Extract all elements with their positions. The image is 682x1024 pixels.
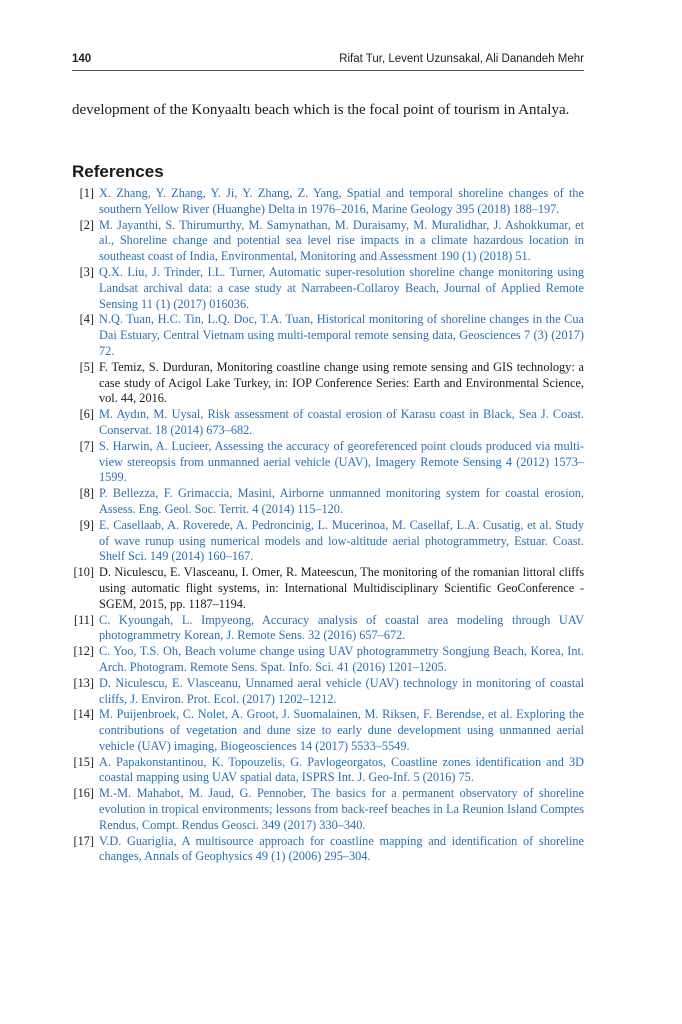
reference-link[interactable]: A. Papakonstantinou, K. Topouzelis, G. Pavlogeorgatos, Coastline zones identification and 3D coastal mapping using UAV spatial data, ISPRS Int. J. Geo-Inf. 5 (2016) 75.	[99, 754, 584, 785]
reference-item[interactable]	[72, 312, 584, 359]
reference-number: [17]	[73, 833, 94, 848]
reference-item[interactable]	[72, 707, 584, 754]
reference-number: [10]	[73, 565, 94, 580]
reference-link[interactable]: M. Aydın, M. Uysal, Risk assessment of coastal erosion of Karasu coast in Black, Sea J. Coast. Conservat. 18 (2014) 673–682.	[99, 407, 584, 437]
reference-number: [1]	[79, 186, 94, 200]
references-heading: References	[72, 162, 164, 181]
reference-item[interactable]	[72, 439, 584, 486]
reference-item[interactable]	[72, 265, 584, 312]
reference-text: F. Temiz, S. Durduran, Monitoring coastline change using remote sensing and GIS technology: a case study of Acigol Lake Turkey, in: IOP Conference Series: Earth and Environmental Science, vol. 44, 2016.	[99, 359, 584, 406]
reference-number: [13]	[73, 675, 94, 690]
reference-number: [16]	[73, 786, 94, 801]
reference-link[interactable]: D. Niculescu, E. Vlasceanu, Unnamed aeral vehicle (UAV) technology in monitoring of coastal cliffs, J. Environ. Prot. Ecol. (2017) 1202–1212.	[99, 675, 584, 706]
reference-number: [2]	[79, 217, 94, 232]
reference-item[interactable]	[72, 186, 584, 218]
reference-link[interactable]: S. Harwin, A. Lucieer, Assessing the accuracy of georeferenced point clouds produced via multi-view stereopsis from unmanned aerial vehicle (UAV), Imagery Remote Sensing 4 (2012) 1573–1599.	[99, 438, 584, 485]
reference-number: [6]	[79, 407, 94, 422]
running-header	[72, 52, 584, 71]
reference-link[interactable]: N.Q. Tuan, H.C. Tin, L.Q. Doc, T.A. Tuan, Historical monitoring of shoreline changes in the Cua Dai Estuary, Central Vietnam using multi-temporal remote sensing data, Geosciences 7 (3) (2017) 72.	[99, 312, 584, 358]
body-paragraph: development of the Konyaaltı beach which is the focal point of tourism in Antalya.	[72, 102, 570, 118]
reference-link[interactable]: C. Yoo, T.S. Oh, Beach volume change using UAV photogrammetry Songjung Beach, Korea, Int. Arch. Photogram. Remote Sens. Spat. Info. Sci. 41 (2016) 1201–1205.	[99, 644, 584, 674]
reference-number: [9]	[79, 517, 94, 532]
reference-item[interactable]	[72, 218, 584, 265]
reference-item[interactable]	[72, 407, 584, 439]
reference-item[interactable]	[72, 518, 584, 565]
reference-link[interactable]: V.D. Guariglia, A multisource approach for coastline mapping and identification of shoreline changes, Annals of Geophysics 49 (1) (2006) 295–304.	[99, 833, 584, 864]
reference-item[interactable]	[72, 486, 584, 518]
reference-link[interactable]: Q.X. Liu, J. Trinder, I.L. Turner, Automatic super-resolution shoreline change monitoring using Landsat archival data: a case study at Narrabeen-Collaroy Beach, Journal of Applied Remote Sensing 11 (1) (2017) 016036.	[99, 264, 584, 311]
reference-number: [8]	[79, 486, 94, 501]
reference-number: [3]	[79, 264, 94, 279]
reference-number: [14]	[73, 707, 94, 722]
reference-link[interactable]: P. Bellezza, F. Grimaccia, Masini, Airborne unmanned monitoring system for coastal erosion, Assess. Eng. Geol. Soc. Territ. 4 (2014) 115–120.	[99, 486, 584, 516]
reference-list	[72, 186, 584, 865]
reference-item[interactable]	[72, 676, 584, 708]
reference-text: D. Niculescu, E. Vlasceanu, I. Omer, R. Mateescun, The monitoring of the romanian littoral cliffs using automatic flight systems, in: International Multidisciplinary Scientific GeoConference - SGEM, 2015, pp. 1187–1194.	[99, 565, 584, 611]
reference-item[interactable]	[72, 613, 584, 645]
reference-link[interactable]: E. Casellaab, A. Roverede, A. Pedroncinig, L. Mucerinoa, M. Casellaf, L.A. Cusatig, et al. Study of wave runup using numerical models and low-altitude aerial photogrammetry, Estuar. Coast. Shelf Sci. 149 (2014) 160–167.	[99, 517, 584, 564]
reference-number: [7]	[79, 438, 94, 453]
reference-link[interactable]: M. Jayanthi, S. Thirumurthy, M. Samynathan, M. Duraisamy, M. Muralidhar, J. Ashokkumar, et al., Shoreline change and potential sea level rise impacts in a climate hazardous location in southeast coast of India, Environmental, Monitoring and Assessment 190 (1) (2018) 51.	[99, 217, 584, 264]
reference-number: [4]	[79, 312, 94, 327]
reference-link[interactable]: C. Kyoungah, L. Impyeong, Accuracy analysis of coastal area modeling through UAV photogrammetry Korean, J. Remote Sens. 32 (2016) 657–672.	[99, 612, 584, 643]
reference-number: [11]	[73, 612, 94, 627]
page-number: 140	[72, 53, 92, 65]
reference-item[interactable]	[72, 786, 584, 833]
reference-link[interactable]: M. Puijenbroek, C. Nolet, A. Groot, J. Suomalainen, M. Riksen, F. Berendse, et al. Exploring the contributions of vegetation and dune size to early dune development using unmanned aerial vehicle (UAV) imaging, Biogeosciences 14 (2017) 5533–5549.	[99, 707, 584, 753]
reference-number: [15]	[73, 754, 94, 769]
reference-item[interactable]	[72, 755, 584, 787]
reference-link[interactable]: X. Zhang, Y. Zhang, Y. Ji, Y. Zhang, Z. Yang, Spatial and temporal shoreline changes of the southern Yellow River (Huanghe) Delta in 1976–2016, Marine Geology 395 (2018) 188–197.	[99, 186, 584, 216]
reference-link[interactable]: M.-M. Mahabot, M. Jaud, G. Pennober, The basics for a permanent observatory of shoreline evolution in tropical environments; lessons from back-reef beaches in La Reunion Island Comptes Rendus, Compt. Rendus Geosci. 349 (2017) 330–340.	[99, 786, 584, 832]
reference-item[interactable]	[72, 834, 584, 866]
running-header-authors: Rifat Tur, Levent Uzunsakal, Ali Danandeh Mehr	[339, 53, 584, 65]
reference-number: [5]	[79, 359, 94, 374]
reference-item	[72, 565, 584, 612]
reference-number: [12]	[73, 644, 94, 659]
reference-item	[72, 360, 584, 407]
reference-item[interactable]	[72, 644, 584, 676]
